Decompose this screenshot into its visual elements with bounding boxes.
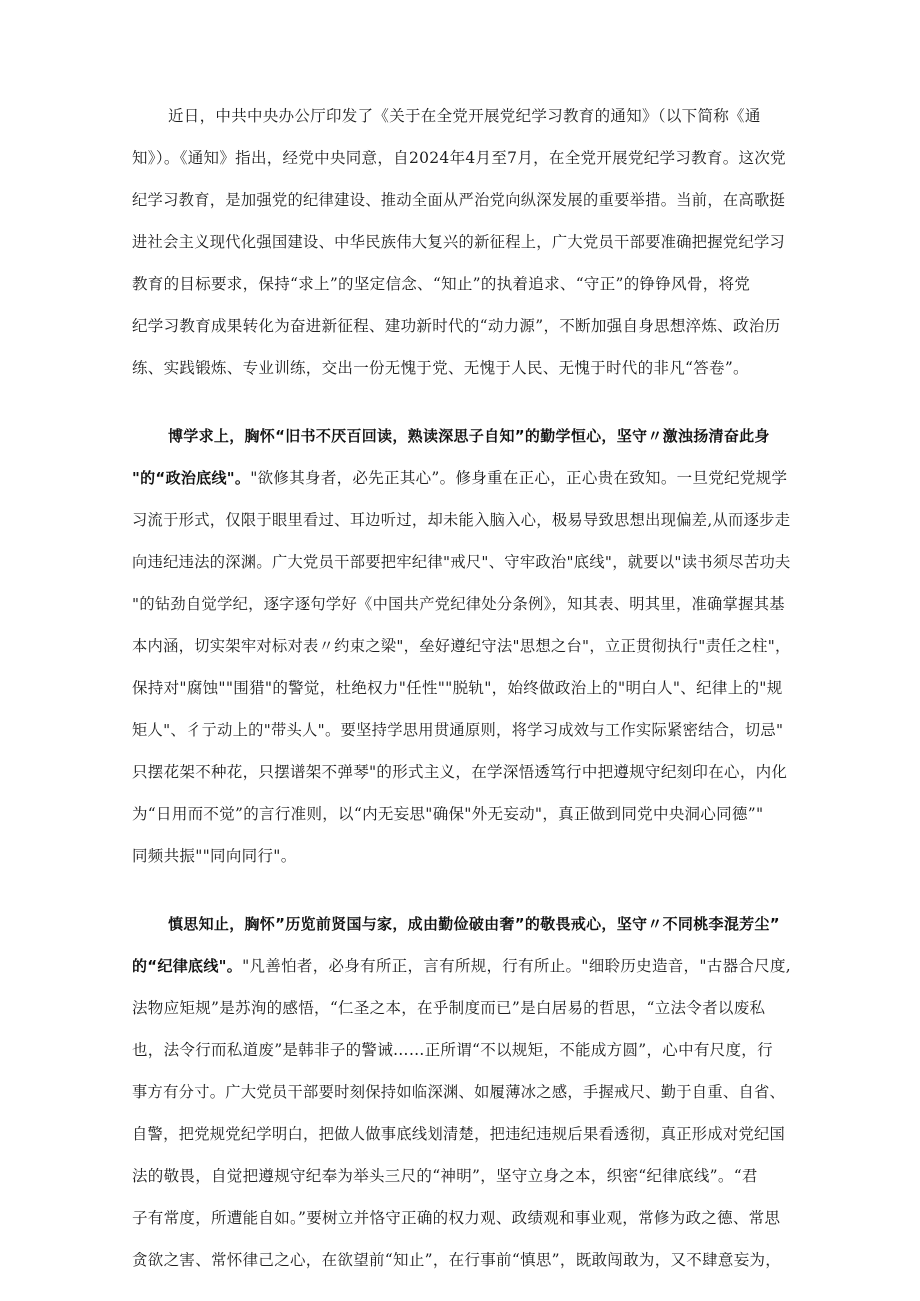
text-line: [132, 468, 787, 488]
text-line: 近日，中共中央办公厅印发了《关于在全党开展党纪学习教育的通知》（以下简称《通: [168, 107, 761, 125]
text-line: 进社会主义现代化强国建设、中华民族伟大复兴的新征程上，广大党员干部要准确把握党纪学习: [132, 233, 786, 251]
text-line: 教育的目标要求，保持“求上”的坚定信念、“知止”的执着追求、“守正”的铮铮风骨，将党: [132, 275, 751, 293]
text-line: 子有常度，所遭能自如。”要树立并恪守正确的权力观、政绩观和事业观，常修为政之德、常思: [132, 1209, 781, 1227]
text-line: 练、实践锻炼、专业训练，交出一份无愧于党、无愧于人民、无愧于时代的非凡“答卷”。: [132, 359, 749, 377]
text-line: "的钻劲自觉学纪，逐字逐句学好《中国共产党纪律处分条例》，知其表、明其里，准确掌握其基: [132, 595, 785, 613]
text-line: 向违纪违法的深渊。广大党员干部要把牢纪律"戒尺"、守牢政治"底线"，就要以"读书须尽苦功夫: [132, 553, 791, 571]
text-line: 法的敬畏，自觉把遵规守纪奉为举头三尺的“神明”，坚守立身之本，织密“纪律底线”。“君: [132, 1167, 758, 1185]
text-line: 自警，把党规党纪学明白，把做人做事底线划清楚，把违纪违规后果看透彻，真正形成对党纪国: [132, 1125, 786, 1143]
text-line-rest: "凡善怕者，必身有所正，言有所规，行有所止。"细聆历史造音，"古器合尺度,: [242, 957, 791, 975]
text-line-rest: "欲修其身者，必先正其心”。修身重在正心，正心贵在致知。一旦党纪党规学: [250, 469, 788, 487]
text-line: 贪欲之害、常怀律己之心，在欲望前“知止”，在行事前“慎思”，既敢闯敢为，又不肆意妄为，: [132, 1251, 782, 1269]
text-line: 只摆花架不种花，只摆谱架不弹琴"的形式主义，在学深悟透笃行中把遵规守纪刻印在心，内化: [132, 763, 788, 781]
text-line: 纪学习教育成果转化为奋进新征程、建功新时代的“动力源”，不断加强自身思想淬炼、政治历: [132, 317, 781, 335]
text-line: 事方有分寸。广大党员干部要时刻保持如临深渊、如履薄冰之感，手握戒尺、勤于自重、自省、: [132, 1083, 786, 1101]
text-line: 法物应矩规”是苏洵的感悟，“仁圣之本，在乎制度而已”是白居易的哲思，“立法令者以废私: [132, 999, 766, 1017]
text-line: 也，法令行而私道废”是韩非子的警诫……正所谓“不以规矩，不能成方圆”，心中有尺度，行: [132, 1041, 773, 1059]
section-heading-continuation: 的“纪律底线"。: [132, 957, 243, 975]
text-line: 纪学习教育，是加强党的纪律建设、推动全面从严治党向纵深发展的重要举措。当前，在高歌挺: [132, 191, 786, 209]
text-line: 为“日用而不觉”的言行准则，以“内无妄思"确保"外无妄动"，真正做到同党中央洞心同德”": [132, 805, 764, 823]
section-heading-continuation: "的“政治底线"。: [132, 469, 251, 487]
text-line: 习流于形式，仅限于眼里看过、耳边听过，却未能入脑入心，极易导致思想出现偏差,从而逐步走: [132, 511, 791, 529]
text-line: 保持对"腐蚀""围猎"的警觉，杜绝权力"任性""脱轨"，始终做政治上的"明白人"、纪律上的"规: [132, 679, 783, 697]
text-line: [132, 956, 791, 976]
section-heading: 慎思知止，胸怀”历览前贤国与家，成由勤俭破由奢”的敬畏戒心，坚守〃不同桃李混芳尘”: [168, 915, 780, 933]
text-line: 本内涵，切实架牢对标对表〃约束之梁"，垒好遵纪守法"思想之台"，立正贯彻执行"责任之柱"，: [132, 637, 791, 655]
text-line: 知》）。《通知》指出，经党中央同意，自2024年4月至7月，在全党开展党纪学习教育。这次党: [132, 149, 786, 167]
text-line: 同频共振""同向同行"。: [132, 847, 297, 865]
text-line: 矩人"、彳亍动上的"带头人"。要坚持学思用贯通原则，将学习成效与工作实际紧密结合，切忌": [132, 721, 784, 739]
section-heading: 博学求上，胸怀“旧书不厌百回读，熟读深思子自知”的勤学恒心，坚守〃激浊扬清奋此身: [168, 427, 770, 445]
